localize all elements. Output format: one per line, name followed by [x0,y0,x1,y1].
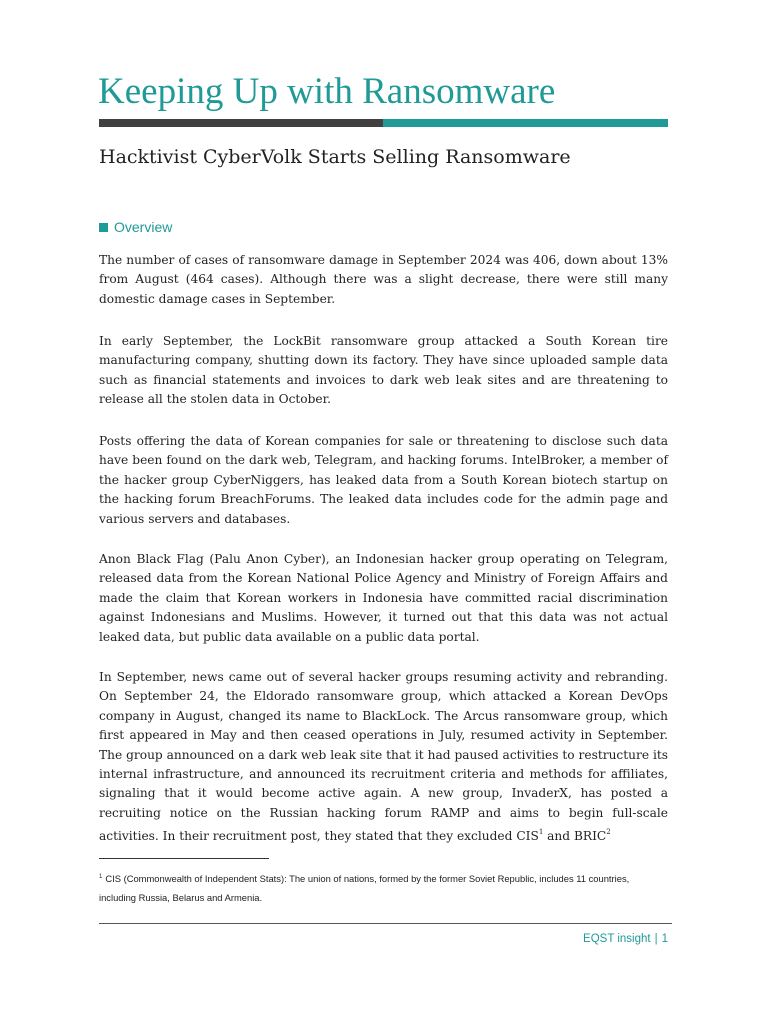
page-number: 1 [661,933,668,945]
title-rule-accent [383,119,668,127]
footer-brand: EQST insight [583,933,651,945]
footnote-rule [99,858,269,859]
footnote-ref-2: 2 [606,828,611,837]
paragraph-5-text: In September, news came out of several hacker groups resuming activity and rebranding. On September 24, the Eldorado ransomware group, which attacked a Korean DevOps company in August, changed its name to BlackLock. The Arcus ransomware group, which first appeared in May and then ceased operations in July, resumed activity in September. The group announced on a dark web leak site that it had paused activities to restructure its internal infrastructure, and announced its recruitment criteria and methods for affiliates, signaling that it would become active again. A new group, InvaderX, has posted a recruiting notice on the Russian hacking forum RAMP and aims to begin full-scale activities. In their recruitment post, they stated that they excluded CIS [99,670,668,844]
document-subtitle: Hacktivist CyberVolk Starts Selling Ransomware [99,146,571,168]
section-heading-label: Overview [114,219,173,235]
document-title: Keeping Up with Ransomware [98,71,556,112]
title-rule-dark [99,119,383,127]
footnote [99,868,668,907]
page-footer [583,933,668,945]
footnote-text: CIS (Commonwealth of Independent Stats): The union of nations, formed by the former Soviet Republic, includes 11 countries, including Russia, Belarus and Armenia. [99,873,630,903]
paragraph-1: The number of cases of ransomware damage in September 2024 was 406, down about 13% from August (464 cases). Although there was a slight decrease, there were still many domestic damage cases in September. [99,253,668,306]
footnote-marker: 1 [99,874,103,880]
paragraph-5 [99,668,668,847]
footnote-ref-1: 1 [538,828,544,837]
paragraph-3: Posts offering the data of Korean companies for sale or threatening to disclose such data have been found on the dark web, Telegram, and hacking forums. IntelBroker, a member of the hacker group CyberNiggers, has leaked data from a South Korean biotech startup on the hacking forum BreachForums. The leaked data includes code for the admin page and various servers and databases. [99,434,668,526]
paragraph-4: Anon Black Flag (Palu Anon Cyber), an Indonesian hacker group operating on Telegram, released data from the Korean National Police Agency and Ministry of Foreign Affairs and made the claim that Korean workers in Indonesia have committed racial discrimination against Indonesians and Muslims. However, it turned out that this data was not actual leaked data, but public data available on a public data portal. [99,552,668,644]
paragraph-2: In early September, the LockBit ransomware group attacked a South Korean tire manufacturing company, shutting down its factory. They have since uploaded sample data such as financial statements and invoices to dark web leak sites and are threatening to release all the stolen data in October. [99,334,668,407]
section-heading [99,219,172,235]
paragraph-5-tail: and BRIC [543,829,607,844]
footer-separator: | [654,933,658,945]
square-bullet-icon [99,223,108,232]
footer-rule [99,923,672,924]
